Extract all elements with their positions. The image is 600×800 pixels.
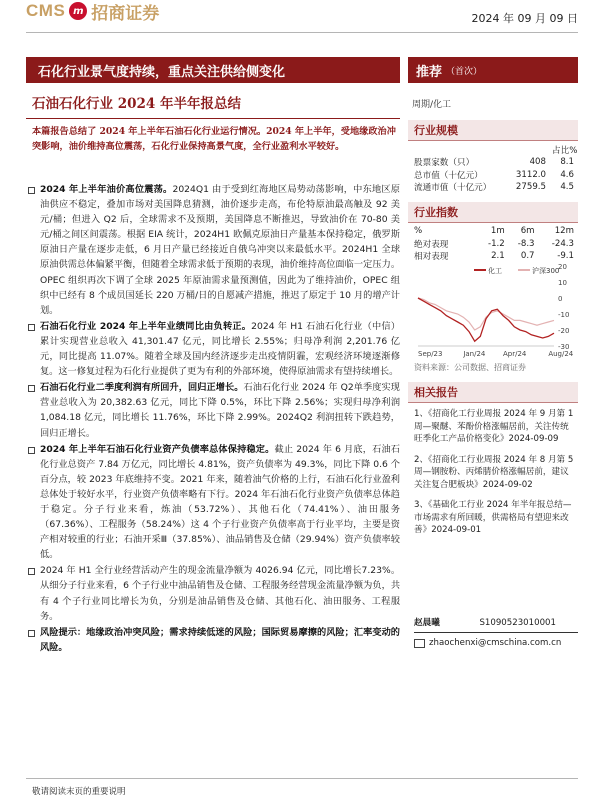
rating-main: 推荐 bbox=[416, 64, 443, 80]
index-row bbox=[414, 250, 574, 263]
paragraph-text: 7.23%。从细分子行业来看，6 个子行业中油品销售及仓储、工程服务经营现 bbox=[40, 565, 401, 592]
related-report-link[interactable]: 1、《招商化工行业周报 2024 年 9 月第 1 周—聚醚、苯酚价格涨幅居前，关注传统旺季化工产品价格变化》2024-09-09 bbox=[414, 409, 574, 444]
paragraph-text: 润 2,201.76 亿元，同比提高 11.07%。随着全球及国内经济逐步走出疫情阴 bbox=[40, 335, 400, 363]
rating-banner bbox=[408, 57, 578, 83]
scale-row bbox=[414, 181, 574, 194]
scale-pct: 4.6 bbox=[560, 169, 574, 180]
reports-heading: 相关报告 bbox=[408, 382, 578, 402]
index-row bbox=[414, 238, 574, 251]
index-col-header: % bbox=[414, 226, 423, 237]
index-heading: 行业指数 bbox=[408, 202, 578, 222]
index-value: -8.3 bbox=[517, 238, 535, 249]
scale-label: 总市值（十亿元） bbox=[414, 170, 483, 181]
chart-x-tick: Sep/23 bbox=[418, 350, 443, 358]
scale-value: 2759.5 bbox=[515, 182, 546, 193]
email-icon bbox=[414, 639, 425, 648]
related-report-link[interactable]: 2、《招商化工行业周报 2024 年 8 月第 5 周—钢胺粉、丙烯腈价格涨幅居前，建议关注复合肥板块》2024-09-02 bbox=[414, 454, 574, 490]
analyst-block bbox=[414, 617, 578, 650]
paragraph-text: 石油石化行业 2024 年 Q2 bbox=[243, 382, 354, 394]
header-divider bbox=[26, 32, 578, 33]
paragraph-text: 霾，宏观经济环境逐渐修复。这一修复过程为石化行业提供了更为有利的外 bbox=[40, 351, 401, 378]
body-paragraph bbox=[28, 442, 400, 563]
headline-banner: 石化行业景气度持续，重点关注供给侧变化 bbox=[26, 57, 400, 83]
paragraph-text: 迟，导致油价在 70-80 美元/桶之间区间震荡。根据 EIA 统计，2024H1 欧佩克 bbox=[40, 214, 400, 241]
chart-y-tick: 20 bbox=[558, 263, 567, 271]
scale-table bbox=[414, 156, 574, 194]
chart-legend-label: 沪深300 bbox=[532, 267, 560, 275]
report-body bbox=[28, 182, 400, 656]
analyst-name: 赵晨曦 bbox=[414, 618, 440, 628]
paragraph-text: 部环境，使得原油需求有望持续增长。 bbox=[242, 366, 399, 378]
index-value: 2.1 bbox=[491, 251, 505, 262]
paragraph-text: 开采Ⅲ（37.85%）、油品销售及仓储（29.94%）资产负债率较低。 bbox=[40, 534, 400, 561]
paragraph-text: 同比下降 0.6 个百分点，较 2023 年底维持不变。2021 年来，随着油气价格 bbox=[40, 458, 400, 485]
logo-chinese-text: 招商证券 bbox=[91, 3, 160, 24]
paragraph-lead: 2024 年上半年石油石化行业资产负债率总体保持稳定。 bbox=[40, 443, 275, 455]
footer-divider bbox=[26, 778, 578, 779]
paragraph-text: 这 4 个子行业资产负债率高于行业平均，主要是资产相对较重的行业；石油 bbox=[40, 519, 400, 546]
scale-value: 408 bbox=[529, 157, 546, 168]
chart-series-csi300 bbox=[418, 298, 554, 330]
index-value: -1.2 bbox=[487, 238, 505, 249]
chart-y-tick: -20 bbox=[558, 327, 570, 335]
paragraph-text: 近自俄乌冲突以来最低水平。2024H1 全球原油供需总体偏紧平衡，但随着全 bbox=[40, 244, 401, 271]
chart-x-tick: Jan/24 bbox=[463, 350, 486, 358]
analyst-cert: S1090523010001 bbox=[479, 618, 556, 628]
chart-series-chemical bbox=[418, 298, 554, 341]
bullet-square-icon bbox=[28, 187, 35, 194]
paragraph-text: 球需求低于预期的表现，油价维持高位面临一定压力。OPEC 组织再次下调了 bbox=[40, 259, 401, 286]
paragraph-text: 单季度实现营业总收入为 20,382.63 亿元，同比下降 0.5%，环比下降 2.56%； bbox=[40, 382, 400, 409]
rating-sub: （首次） bbox=[446, 66, 483, 77]
paragraph-lead: 石油石化行业 2024 年上半年业绩同比由负转正。 bbox=[40, 320, 252, 332]
index-value: -24.3 bbox=[551, 238, 574, 249]
index-value: 0.7 bbox=[520, 251, 535, 262]
chart-source: 资料来源：公司数据、招商证券 bbox=[414, 363, 526, 372]
scale-label: 股票家数（只） bbox=[414, 158, 475, 169]
paragraph-text: 2024 年石油石化行业资产负债率总体趋于稳定。分子行业来看，炼油 bbox=[40, 488, 400, 515]
paragraph-text: 其他石化、油田服务、工程服务。 bbox=[40, 595, 401, 622]
paragraph-text: 地区原油供应不稳定，叠加市场对美国降息猜测，油价逐步走高，布伦特原 bbox=[40, 184, 400, 211]
index-label: 绝对表现 bbox=[414, 239, 449, 250]
index-label: 相对表现 bbox=[414, 252, 449, 263]
scale-label: 流通市值（十亿元） bbox=[414, 183, 492, 194]
scale-pct: 8.1 bbox=[560, 157, 574, 168]
paragraph-text: 2024 年 H1 全行业经营活动产生的现金流量净额为 4026.94 亿元，同比增长 bbox=[40, 565, 362, 577]
scale-value: 3112.0 bbox=[515, 169, 546, 180]
bullet-square-icon bbox=[28, 447, 35, 454]
report-title: 石油石化行业 2024 年半年报总结 bbox=[32, 96, 241, 112]
index-value: -9.1 bbox=[557, 251, 574, 262]
paragraph-text: 石油石化行业总资产 7.84 万亿元，同比增长 4.81%，资产负债率为 49.3%， bbox=[40, 443, 400, 470]
industry-tag: 周期/化工 bbox=[412, 100, 452, 110]
chart-y-tick: 0 bbox=[558, 295, 563, 303]
paragraph-text: 成员国延长 220 万桶/日的自愿减产措施，推迟了原定于 10 月的增产计划。 bbox=[40, 289, 400, 316]
index-table bbox=[414, 225, 574, 263]
bullet-square-icon bbox=[28, 385, 35, 392]
scale-unit: 占比% bbox=[552, 146, 578, 156]
index-col-header: 1m bbox=[490, 226, 505, 237]
logo-emblem-icon: m bbox=[69, 2, 87, 20]
bullet-square-icon bbox=[28, 568, 35, 575]
scale-row bbox=[414, 169, 574, 182]
body-paragraph bbox=[28, 380, 400, 440]
paragraph-text: 原油日产量基本保持稳定，俄罗斯原油日产量在逐步走低，6 月日产量已经接 bbox=[40, 229, 400, 256]
index-header-row bbox=[414, 225, 574, 238]
paragraph-text: 实现归母净利润 1,084.18 亿元，同比增长 11.76%，环比下降 2.99%。2024 bbox=[40, 397, 401, 424]
body-paragraph bbox=[28, 182, 400, 318]
paragraph-lead: 石油石化行业二季度利润有所回升，回归正增长。 bbox=[40, 382, 244, 394]
paragraph-text: 的上行，石油石化行业盈利总体处于较好水平，行业资产负债率略有下行。 bbox=[40, 473, 400, 500]
index-chart bbox=[414, 262, 580, 360]
scale-heading: 行业规模 bbox=[408, 120, 578, 140]
paragraph-text: 截止 2024 年 6 月底， bbox=[274, 443, 373, 455]
chart-y-tick: -10 bbox=[558, 311, 570, 319]
paragraph-text: 2024Q1 由于受到红海地区局势动荡影响，中东 bbox=[172, 184, 372, 195]
paragraph-text: （53.72%）、其他石化（74.41%）、油田服务（67.36%）、工程服务（58.24%） bbox=[40, 503, 400, 531]
report-date: 2024 年 09 月 09 日 bbox=[471, 12, 578, 25]
paragraph-lead: 风险提示：地缘政治冲突风险；需求持续低迷的风险；国际贸易摩擦的风险；汇率变动的风险。 bbox=[40, 626, 400, 653]
paragraph-text: Q2 利润扭转下跌趋势，回归正增长。 bbox=[40, 412, 400, 439]
footer-note: 敬请阅读末页的重要说明 bbox=[32, 787, 126, 797]
analyst-email[interactable]: zhaochenxi@cmschina.com.cn bbox=[429, 638, 562, 648]
bullet-square-icon bbox=[28, 324, 35, 331]
body-paragraph bbox=[28, 625, 400, 655]
title-divider bbox=[26, 118, 400, 119]
paragraph-text: 全球 2025 年原油需求量预测值，因此为了维持油价，OPEC 组织中已经有 8 个 bbox=[40, 274, 400, 301]
chart-y-tick: 10 bbox=[558, 279, 567, 287]
chart-x-tick: Aug/24 bbox=[548, 350, 574, 358]
report-summary: 本篇报告总结了 2024 年上半年石油石化行业运行情况。2024 年上半年，受地缘政治冲突影响，油价维持高位震荡，石化行业保持高景气度，全行业盈利水平较好。 bbox=[32, 126, 396, 152]
chart-y-tick: -30 bbox=[558, 343, 570, 351]
chart-x-tick: Apr/24 bbox=[503, 350, 527, 358]
paragraph-text: 2024 年 H1 石油石化行业 bbox=[251, 320, 363, 332]
related-report-link[interactable]: 3、《基础化工行业 2024 年半年报总结—市场需求有所回暖，供需格局有望迎来改善》2024-09-01 bbox=[414, 500, 572, 535]
paragraph-text: （中信）累计实现营业总收入 41,301.47 亿元，同比增长 2.55%；归母净利 bbox=[40, 320, 401, 347]
scale-row bbox=[414, 156, 574, 169]
logo-cms-text: CMS bbox=[26, 1, 66, 20]
paragraph-text: 金流量净额为负，共有 4 个子行业同比增长为负，分别是油品销售及仓储、 bbox=[40, 580, 401, 607]
body-paragraph bbox=[28, 319, 400, 379]
chart-legend-label: 化工 bbox=[488, 267, 502, 275]
paragraph-lead: 2024 年上半年油价高位震荡。 bbox=[40, 184, 173, 195]
related-reports-list bbox=[414, 408, 574, 545]
scale-pct: 4.5 bbox=[560, 182, 574, 193]
body-paragraph bbox=[28, 563, 400, 623]
index-col-header: 12m bbox=[554, 226, 574, 237]
index-col-header: 6m bbox=[520, 226, 535, 237]
bullet-square-icon bbox=[28, 630, 35, 637]
company-logo bbox=[26, 0, 159, 22]
paragraph-text: 油最高触及 92 美元/桶；但进入 Q2 后，全球需求不及预期，美国降息不断推 bbox=[40, 199, 400, 226]
